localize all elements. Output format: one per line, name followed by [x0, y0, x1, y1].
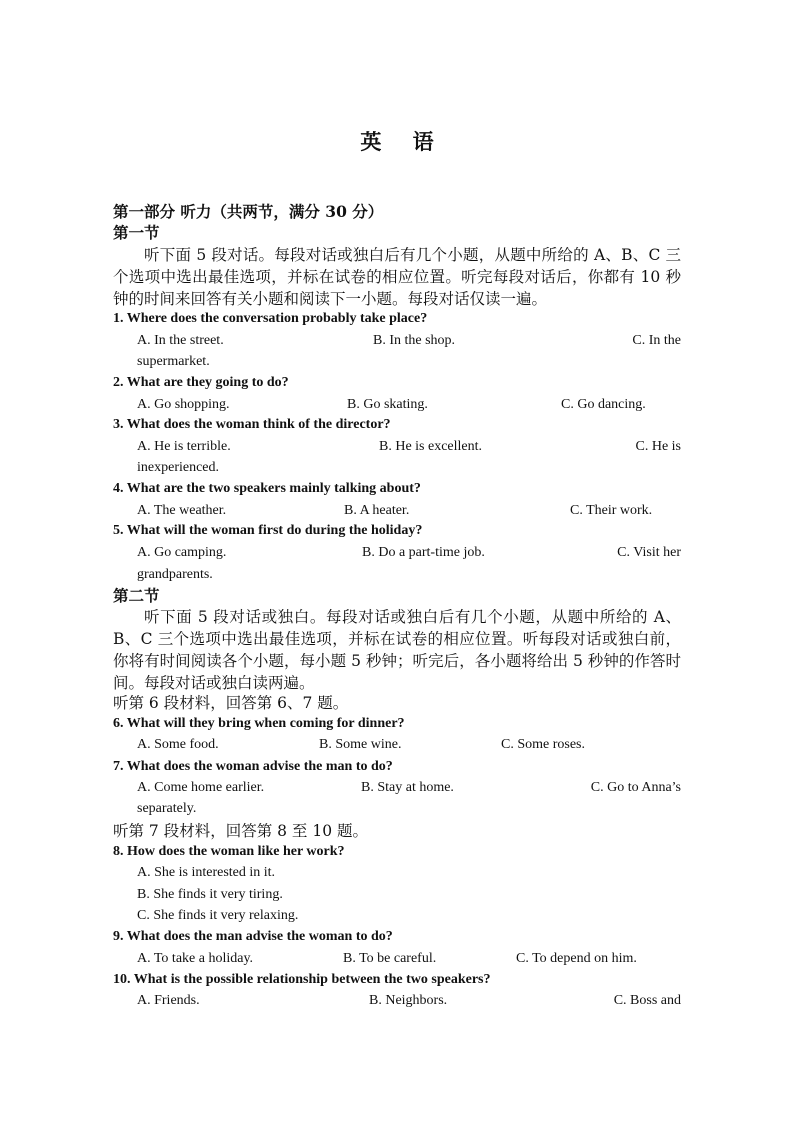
option-c-continued: inexperienced.	[137, 460, 220, 475]
option-c: C. To depend on him.	[516, 951, 637, 966]
question-7-stem: 7. What does the woman advise the man to do?	[113, 759, 393, 774]
section1-heading: 第一节	[113, 223, 160, 242]
question-1-stem: 1. Where does the conversation probably take place?	[113, 311, 428, 326]
question-2-options	[137, 397, 681, 417]
option-a: A. Go camping.	[137, 545, 227, 560]
question-7-options	[137, 780, 681, 800]
option-b: B. Some wine.	[319, 737, 402, 752]
option-c-continued: supermarket.	[137, 354, 210, 369]
option-a: A. Some food.	[137, 737, 219, 752]
question-4-options	[137, 503, 681, 523]
question-9-stem: 9. What does the man advise the woman to do?	[113, 929, 393, 944]
option-b: B. Stay at home.	[361, 780, 454, 795]
option-b: B. He is excellent.	[379, 439, 483, 454]
option-c: C. In the	[632, 333, 681, 348]
question-9-options	[137, 951, 681, 971]
option-c: C. Some roses.	[501, 737, 585, 752]
option-a: A. In the street.	[137, 333, 224, 348]
option-a: A. The weather.	[137, 503, 227, 518]
material7-note: 听第 7 段材料，回答第 8 至 10 题。	[113, 822, 369, 840]
option-a: A. Go shopping.	[137, 397, 230, 412]
question-3-options	[137, 439, 681, 459]
question-6-options	[137, 737, 681, 757]
option-c: C. He is	[635, 439, 681, 454]
option-b: B. Do a part-time job.	[362, 545, 485, 560]
material6-note: 听第 6 段材料，回答第 6、7 题。	[113, 694, 349, 712]
option-b: B. She finds it very tiring.	[137, 887, 283, 902]
option-c: C. Their work.	[570, 503, 653, 518]
page-title: 英 语	[360, 129, 446, 154]
option-b: B. In the shop.	[373, 333, 456, 348]
section2-heading: 第二节	[113, 586, 160, 605]
question-10-stem: 10. What is the possible relationship between the two speakers?	[113, 972, 491, 987]
option-c: C. Boss and	[613, 993, 681, 1008]
option-b: B. Neighbors.	[369, 993, 448, 1008]
option-c: C. Go dancing.	[561, 397, 646, 412]
question-1-options	[137, 333, 681, 353]
question-3-stem: 3. What does the woman think of the director?	[113, 417, 391, 432]
option-c-continued: grandparents.	[137, 567, 213, 582]
section2-instructions: 听下面 5 段对话或独白。每段对话或独白后有几个小题，从题中所给的 A、B、C 三个选项中选出最佳选项，并标在试卷的相应位置。听每段对话或独白前，你将有时间阅读各个小题，每小题 5 秒钟；听完后，各小题将给出 5 秒钟的作答时间。每段对话或独白读两遍。	[113, 608, 681, 692]
question-5-options	[137, 545, 681, 565]
option-a: A. Come home earlier.	[137, 780, 265, 795]
option-b: B. To be careful.	[343, 951, 437, 966]
option-c: C. Visit her	[617, 545, 681, 560]
question-6-stem: 6. What will they bring when coming for dinner?	[113, 716, 405, 731]
option-a: A. Friends.	[137, 993, 200, 1008]
option-c-continued: separately.	[137, 801, 197, 816]
question-8-stem: 8. How does the woman like her work?	[113, 844, 345, 859]
option-a: A. He is terrible.	[137, 439, 231, 454]
question-4-stem: 4. What are the two speakers mainly talking about?	[113, 481, 421, 496]
section1-instructions: 听下面 5 段对话。每段对话或独白后有几个小题，从题中所给的 A、B、C 三个选项中选出最佳选项，并标在试卷的相应位置。听完每段对话后，你都有 10 秒钟的时间来回答有关小题和阅读下一小题。每段对话仅读一遍。	[113, 246, 681, 308]
option-c: C. Go to Anna’s	[590, 780, 681, 795]
question-10-options	[137, 993, 681, 1013]
option-b: B. A heater.	[344, 503, 410, 518]
part1-heading: 第一部分 听力（共两节，满分 30 分）	[113, 202, 384, 221]
question-2-stem: 2. What are they going to do?	[113, 375, 289, 390]
question-5-stem: 5. What will the woman first do during the holiday?	[113, 523, 423, 538]
option-a: A. To take a holiday.	[137, 951, 254, 966]
option-c: C. She finds it very relaxing.	[137, 908, 299, 923]
option-b: B. Go skating.	[347, 397, 428, 412]
option-a: A. She is interested in it.	[137, 865, 276, 880]
